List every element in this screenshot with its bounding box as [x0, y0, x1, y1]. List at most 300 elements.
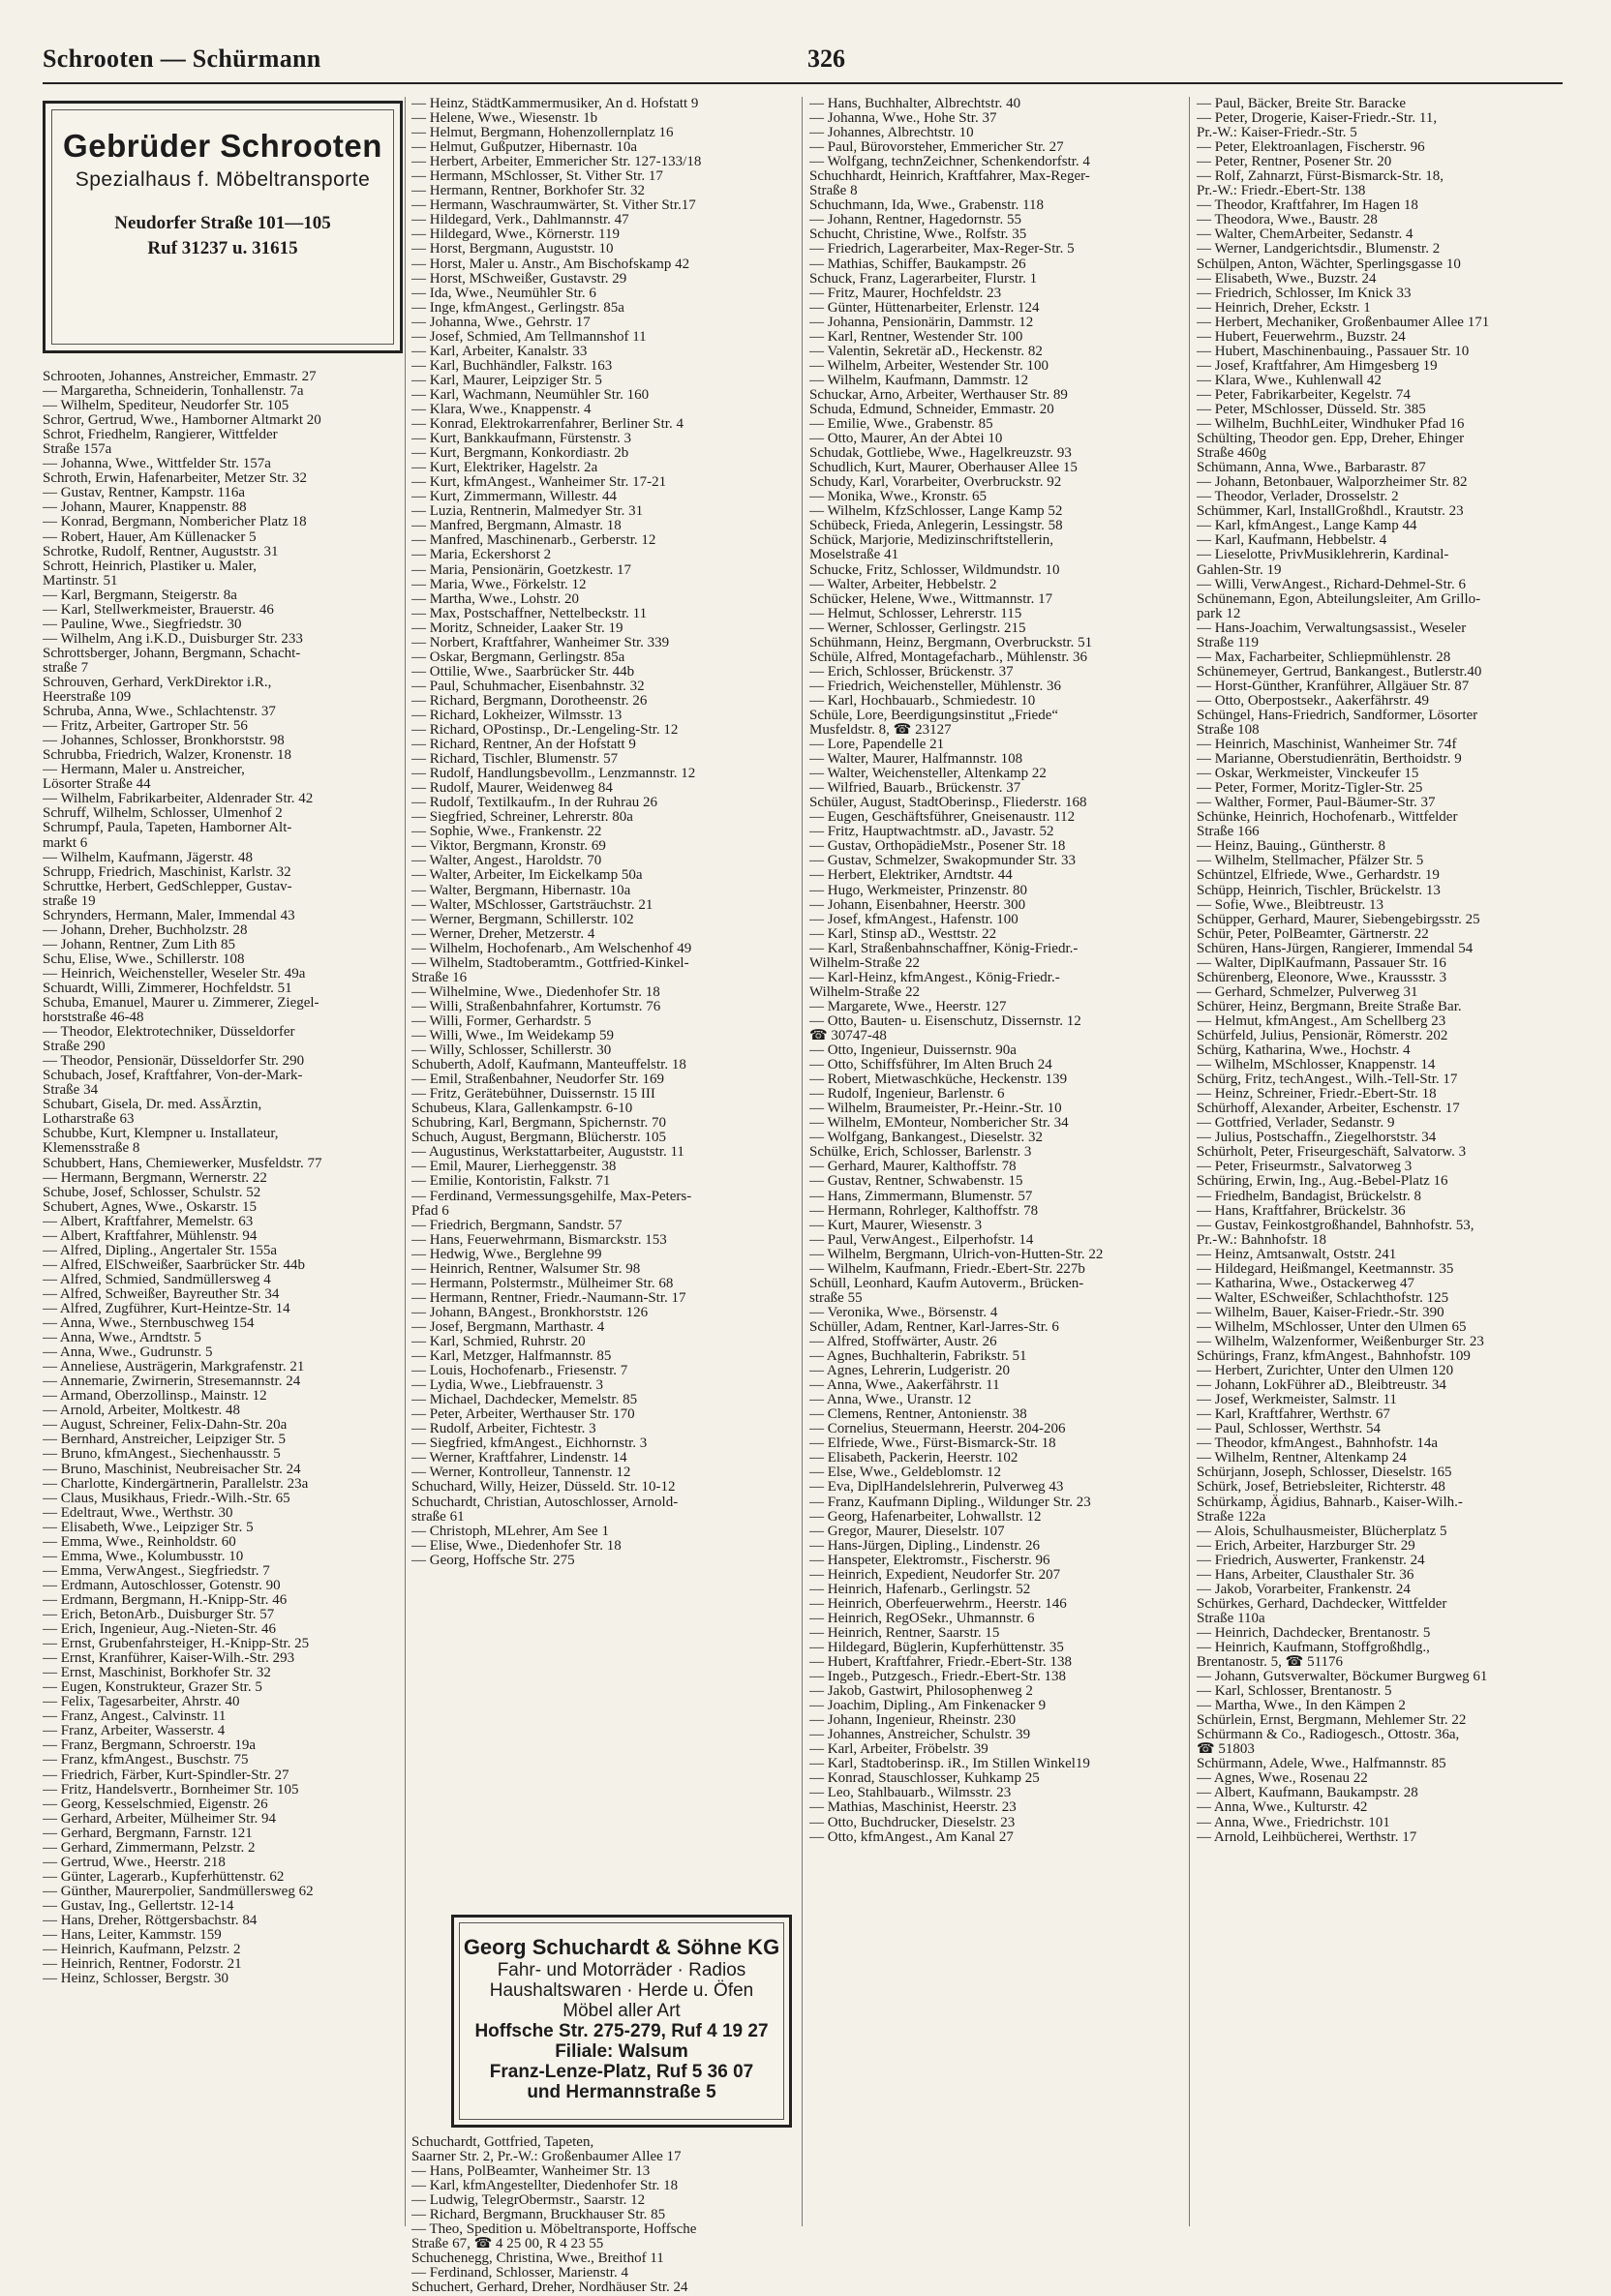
directory-entry: Straße 8 — [809, 183, 858, 199]
ad-company-name: Georg Schuchardt & Söhne KG — [463, 1935, 780, 1959]
directory-entry: — Franz, kfmAngest., Buschstr. 75 — [43, 1752, 249, 1768]
directory-entry: — Gustav, Feinkostgroßhandel, Bahnhofstr. 53, — [1197, 1217, 1474, 1233]
directory-entry: — Otto, Bauten- u. Eisenschutz, Dissernstr. 12 — [809, 1012, 1081, 1029]
directory-entry: — Arnold, Leihbücherei, Werthstr. 17 — [1197, 1828, 1417, 1845]
directory-entry: straße 61 — [411, 1508, 465, 1525]
directory-entry: Saarner Str. 2, Pr.-W.: Großenbaumer Allee 17 — [411, 2149, 682, 2165]
directory-column-4 — [1197, 97, 1557, 1845]
directory-entry: — Wilhelm, Spediteur, Neudorfer Str. 105 — [43, 398, 289, 414]
directory-entry: — Paul, Bäcker, Breite Str. Baracke — [1197, 97, 1406, 111]
directory-entry: — Georg, Kesselschmied, Eigenstr. 26 — [43, 1796, 268, 1812]
directory-entry: — Emilie, Wwe., Grabenstr. 85 — [809, 416, 993, 433]
directory-entry: — Karl, Metzger, Halfmannstr. 85 — [411, 1348, 612, 1365]
directory-entry: — Heinz, StädtKammermusiker, An d. Hofstatt 9 — [411, 97, 699, 111]
directory-entry: Schünemeyer, Gertrud, Bankangest., Butlerstr.40 — [1197, 663, 1482, 680]
directory-entry: — Inge, kfmAngest., Gerlingstr. 85a — [411, 299, 624, 316]
directory-entry: — Walter, Arbeiter, Im Eickelkamp 50a — [411, 867, 643, 884]
directory-entry: — Anna, Wwe., Gudrunstr. 5 — [43, 1344, 213, 1361]
directory-entry: — Hans, Dreher, Röttgersbachstr. 84 — [43, 1912, 258, 1928]
directory-entry: — Karl, Stadtoberinsp. iR., Im Stillen Winkel19 — [809, 1756, 1090, 1772]
directory-entry: — Wilhelm, Arbeiter, Westender Str. 100 — [809, 357, 1049, 374]
directory-entry: — Elisabeth, Packerin, Heerstr. 102 — [809, 1450, 1018, 1466]
column-divider — [405, 97, 406, 2226]
directory-entry: — Wilfried, Bauarb., Brückenstr. 37 — [809, 780, 1021, 797]
directory-entry: — Johannes, Albrechtstr. 10 — [809, 125, 974, 141]
directory-entry: — Annemarie, Zwirnerin, Stresemannstr. 24 — [43, 1374, 301, 1390]
directory-entry: Schuda, Edmund, Schneider, Emmastr. 20 — [809, 401, 1054, 417]
directory-entry: — Hugo, Werkmeister, Prinzenstr. 80 — [809, 882, 1027, 898]
ad-georg-schuchardt — [451, 1915, 792, 2128]
directory-entry: — Fritz, Gerätebühner, Duissernstr. 15 III — [411, 1086, 655, 1103]
directory-entry: — Joachim, Dipling., Am Finkenacker 9 — [809, 1698, 1047, 1714]
directory-entry: — Johannes, Anstreicher, Schulstr. 39 — [809, 1727, 1031, 1743]
directory-entry: Schühmann, Heinz, Bergmann, Overbruckstr. 51 — [809, 634, 1093, 650]
directory-entry: — Alfred, Dipling., Angertaler Str. 155a — [43, 1242, 278, 1258]
directory-entry: — Helene, Wwe., Wiesenstr. 1b — [411, 110, 598, 127]
directory-entry: Schüring, Erwin, Ing., Aug.-Bebel-Platz 16 — [1197, 1173, 1448, 1190]
directory-entry: — Rudolf, Textilkaufm., In der Ruhrau 26 — [411, 795, 658, 811]
directory-entry: — Walter, DiplKaufmann, Passauer Str. 16 — [1197, 954, 1446, 971]
directory-entry: — Wilhelm, BuchhLeiter, Windhuker Pfad 16 — [1197, 416, 1465, 433]
directory-entry: — Erich, Arbeiter, Harzburger Str. 29 — [1197, 1537, 1415, 1554]
directory-entry: — Friedrich, Schlosser, Im Knick 33 — [1197, 285, 1412, 301]
directory-entry: — Klara, Wwe., Knappenstr. 4 — [411, 401, 592, 417]
directory-entry: — Peter, Rentner, Posener Str. 20 — [1197, 154, 1392, 170]
directory-entry: — Clemens, Rentner, Antonienstr. 38 — [809, 1406, 1027, 1423]
directory-entry: — Bernhard, Anstreicher, Leipziger Str. 5 — [43, 1432, 286, 1448]
directory-entry: — Heinz, Schlosser, Bergstr. 30 — [43, 1971, 229, 1987]
directory-entry: — Johann, Rentner, Zum Lith 85 — [43, 936, 235, 952]
directory-entry: Schüle, Alfred, Montagefacharb., Mühlenstr. 36 — [809, 649, 1088, 665]
directory-entry: — Albert, Kaufmann, Baukampstr. 28 — [1197, 1785, 1418, 1801]
directory-entry: — Willi, VerwAngest., Richard-Dehmel-Str. 6 — [1197, 576, 1466, 592]
directory-entry: Straße 34 — [43, 1082, 99, 1099]
directory-entry: — Elise, Wwe., Diedenhofer Str. 18 — [411, 1537, 622, 1554]
directory-column-2-continued — [411, 2135, 772, 2296]
directory-entry: — Anna, Wwe., Sternbuschweg 154 — [43, 1315, 255, 1332]
directory-entry: — Manfred, Bergmann, Almastr. 18 — [411, 518, 622, 534]
directory-entry: Schümmer, Karl, InstallGroßhdl., Krautstr. 23 — [1197, 503, 1464, 520]
directory-entry: — Ottilie, Wwe., Saarbrücker Str. 44b — [411, 663, 635, 680]
directory-entry: — Otto, kfmAngest., Am Kanal 27 — [809, 1828, 1014, 1845]
directory-entry: — Friedrich, Auswerter, Frankenstr. 24 — [1197, 1552, 1425, 1568]
directory-entry: Schümann, Anna, Wwe., Barbarastr. 87 — [1197, 460, 1426, 476]
directory-entry: — Johann, Rentner, Hagedornstr. 55 — [809, 212, 1021, 228]
ad-subtitle: Spezialhaus f. Möbeltransporte — [75, 168, 371, 191]
directory-entry: Schuchmann, Ida, Wwe., Grabenstr. 118 — [809, 197, 1045, 214]
directory-entry: straße 7 — [43, 659, 89, 676]
directory-entry: — Heinrich, Rentner, Fodorstr. 21 — [43, 1956, 242, 1973]
ad-company-name: Gebrüder Schrooten — [63, 128, 382, 164]
directory-entry: — Emil, Straßenbahner, Neudorfer Str. 169 — [411, 1072, 665, 1088]
directory-entry: — Michael, Dachdecker, Memelstr. 85 — [411, 1392, 638, 1408]
directory-entry: — Peter, Arbeiter, Werthauser Str. 170 — [411, 1406, 635, 1423]
directory-entry: Schüpper, Gerhard, Maurer, Siebengebirgsstr. 25 — [1197, 911, 1480, 927]
directory-entry: — August, Schreiner, Felix-Dahn-Str. 20a — [43, 1417, 288, 1434]
directory-entry: — Hans, Arbeiter, Clausthaler Str. 36 — [1197, 1566, 1414, 1583]
directory-entry: — Kurt, Maurer, Wiesenstr. 3 — [809, 1217, 983, 1233]
directory-entry: Pr.-W.: Kaiser-Friedr.-Str. 5 — [1197, 125, 1357, 141]
directory-entry: — Karl, Maurer, Leipziger Str. 5 — [411, 372, 602, 388]
directory-entry: Straße 110a — [1197, 1610, 1265, 1626]
directory-entry: — Sofie, Wwe., Bleibtreustr. 13 — [1197, 896, 1384, 913]
ad-phone: Ruf 31237 u. 31615 — [147, 238, 298, 258]
directory-entry: — Konrad, Bergmann, Nombericher Platz 18 — [43, 514, 307, 530]
directory-entry: — Friedrich, Bergmann, Sandstr. 57 — [411, 1217, 623, 1233]
directory-entry: — Gottfried, Verlader, Sedanstr. 9 — [1197, 1115, 1395, 1132]
directory-entry: — Rolf, Zahnarzt, Fürst-Bismarck-Str. 18, — [1197, 168, 1444, 185]
directory-entry: — Georg, Hafenarbeiter, Lohwallstr. 12 — [809, 1508, 1042, 1525]
directory-entry: — Johann, Ingenieur, Rheinstr. 230 — [809, 1712, 1017, 1729]
directory-entry: — Alfred, Schweißer, Bayreuther Str. 34 — [43, 1285, 280, 1302]
directory-entry: — Erich, Ingenieur, Aug.-Nieten-Str. 46 — [43, 1621, 277, 1638]
running-title: Schrooten — Schürmann — [43, 45, 321, 73]
directory-entry: Wilhelm-Straße 22 — [809, 983, 920, 1000]
directory-entry: — Karl, Stinsp aD., Westtstr. 22 — [809, 925, 997, 942]
directory-entry: — Wilhelm, Kaufmann, Dammstr. 12 — [809, 372, 1029, 388]
directory-entry: — Werner, Schlosser, Gerlingstr. 215 — [809, 619, 1026, 636]
directory-entry: Pfad 6 — [411, 1202, 449, 1219]
directory-entry: — Lydia, Wwe., Liebfrauenstr. 3 — [411, 1377, 604, 1394]
directory-entry: Schürfeld, Julius, Pensionär, Römerstr. 202 — [1197, 1028, 1448, 1043]
directory-entry: — Franz, Kaufmann Dipling., Wildunger Str. 23 — [809, 1494, 1091, 1510]
directory-entry: — Walter, Weichensteller, Altenkamp 22 — [809, 766, 1047, 782]
directory-entry: — Heinrich, Dachdecker, Brentanostr. 5 — [1197, 1624, 1431, 1641]
directory-entry: — Johann, LokFührer aD., Bleibtreustr. 34 — [1197, 1377, 1446, 1394]
directory-entry: — Johanna, Pensionärin, Dammstr. 12 — [809, 314, 1034, 330]
directory-entry: Schüpp, Heinrich, Tischler, Brückelstr. 13 — [1197, 882, 1441, 898]
directory-entry: Schubbe, Kurt, Klempner u. Installateur, — [43, 1126, 279, 1142]
directory-entry: Schürkamp, Ägidius, Bahnarb., Kaiser-Wilh.- — [1197, 1494, 1463, 1510]
directory-entry: Schucke, Fritz, Schlosser, Wildmundstr. 10 — [809, 561, 1060, 578]
directory-entry: — Martha, Wwe., In den Kämpen 2 — [1197, 1698, 1406, 1714]
directory-entry: — Herbert, Arbeiter, Emmericher Str. 127-133/18 — [411, 154, 702, 170]
directory-entry: Lotharstraße 63 — [43, 1111, 135, 1128]
directory-entry: — Gerhard, Maurer, Kalthoffstr. 78 — [809, 1159, 1017, 1175]
directory-entry: — Hildegard, Wwe., Körnerstr. 119 — [411, 227, 620, 243]
directory-entry: — Maria, Pensionärin, Goetzkestr. 17 — [411, 561, 632, 578]
directory-entry: — Wilhelm, Stellmacher, Pfälzer Str. 5 — [1197, 853, 1424, 869]
directory-entry: Schu, Elise, Wwe., Schillerstr. 108 — [43, 951, 245, 967]
directory-entry: — Ludwig, TelegrObermstr., Saarstr. 12 — [411, 2192, 646, 2209]
directory-entry: Schüntzel, Elfriede, Wwe., Gerhardstr. 19 — [1197, 867, 1440, 884]
directory-entry: — Moritz, Schneider, Laaker Str. 19 — [411, 619, 623, 636]
directory-entry: Schücker, Helene, Wwe., Wittmannstr. 17 — [809, 590, 1053, 607]
directory-entry: — Max, Facharbeiter, Schliepmühlenstr. 28 — [1197, 649, 1451, 665]
directory-entry: — Rudolf, Ingenieur, Barlenstr. 6 — [809, 1086, 1005, 1103]
directory-entry: — Monika, Wwe., Kronstr. 65 — [809, 489, 988, 505]
directory-entry: — Heinrich, Kaufmann, Stoffgroßhdlg., — [1197, 1639, 1430, 1655]
directory-entry: — Fritz, Arbeiter, Gartroper Str. 56 — [43, 718, 248, 735]
directory-entry: Schubert, Agnes, Wwe., Oskarstr. 15 — [43, 1198, 257, 1215]
directory-entry: — Bruno, kfmAngest., Siechenhausstr. 5 — [43, 1446, 281, 1463]
directory-entry: Schürmann, Adele, Wwe., Halfmannstr. 85 — [1197, 1756, 1446, 1772]
directory-entry: — Karl, kfmAngest., Lange Kamp 44 — [1197, 518, 1417, 534]
directory-entry: — Albert, Kraftfahrer, Mühlenstr. 94 — [43, 1227, 258, 1244]
directory-entry: — Wilhelm, Fabrikarbeiter, Aldenrader Str. 42 — [43, 791, 314, 807]
directory-entry: — Gerhard, Zimmermann, Pelzstr. 2 — [43, 1839, 256, 1856]
directory-entry: — Karl, Straßenbahnschaffner, König-Friedr.- — [809, 940, 1079, 956]
directory-entry: — Eugen, Geschäftsführer, Gneisenaustr. 112 — [809, 809, 1076, 826]
directory-entry: Moselstraße 41 — [809, 547, 899, 563]
directory-entry: Schuchard, Willy, Heizer, Düsseld. Str. 10-12 — [411, 1479, 676, 1495]
directory-entry: — Valentin, Sekretär aD., Heckenstr. 82 — [809, 343, 1043, 359]
directory-entry: — Richard, Bergmann, Bruckhauser Str. 85 — [411, 2207, 666, 2223]
directory-entry: Straße 119 — [1197, 634, 1260, 650]
directory-entry: Straße 108 — [1197, 722, 1260, 739]
directory-entry: — Claus, Musikhaus, Friedr.-Wilh.-Str. 65 — [43, 1490, 290, 1506]
header-rule — [43, 82, 1563, 84]
directory-entry: Schürg, Fritz, techAngest., Wilh.-Tell-Str. 17 — [1197, 1072, 1458, 1088]
directory-entry: — Otto, Ingenieur, Duissernstr. 90a — [809, 1042, 1017, 1059]
directory-entry: — Martha, Wwe., Lohstr. 20 — [411, 590, 580, 607]
directory-entry: — Karl, Kaufmann, Hebbelstr. 4 — [1197, 532, 1387, 549]
directory-entry: — Elfriede, Wwe., Fürst-Bismarck-Str. 18 — [809, 1435, 1056, 1452]
directory-entry: — Günter, Hüttenarbeiter, Erlenstr. 124 — [809, 299, 1040, 316]
directory-entry: — Konrad, Elektrokarrenfahrer, Berliner Str. 4 — [411, 416, 684, 433]
directory-entry: — Maria, Wwe., Förkelstr. 12 — [411, 576, 587, 592]
directory-entry: — Hermann, Polstermstr., Mülheimer Str. 68 — [411, 1275, 674, 1291]
directory-entry: — Günter, Lagerarb., Kupferhüttenstr. 62 — [43, 1868, 285, 1885]
directory-entry: Schrubba, Friedrich, Walzer, Kronenstr. 18 — [43, 747, 292, 764]
directory-entry: — Johann, Dreher, Buchholzstr. 28 — [43, 921, 248, 938]
directory-entry: — Alfred, Zugführer, Kurt-Heintze-Str. 14 — [43, 1301, 290, 1316]
ad-line: Franz-Lenze-Platz, Ruf 5 36 07 — [489, 2062, 754, 2082]
directory-entry: — Heinz, Bauing., Güntherstr. 8 — [1197, 838, 1385, 855]
directory-entry: Straße 67, ☎ 4 25 00, R 4 23 55 — [411, 2236, 604, 2252]
directory-entry: — Karl, Arbeiter, Kanalstr. 33 — [411, 343, 588, 359]
directory-entry: Schürk, Josef, Betriebsleiter, Richterstr. 48 — [1197, 1479, 1445, 1495]
directory-entry: — Richard, Bergmann, Dorotheenstr. 26 — [411, 692, 648, 709]
directory-entry: — Walter, Maurer, Halfmannstr. 108 — [809, 751, 1023, 768]
directory-entry: — Wilhelm, Kaufmann, Jägerstr. 48 — [43, 849, 253, 865]
directory-entry: — Marianne, Oberstudienrätin, Berthoidstr. 9 — [1197, 751, 1462, 768]
directory-entry: — Johanna, Wwe., Hohe Str. 37 — [809, 110, 997, 127]
directory-entry: — Robert, Mietwaschküche, Heckenstr. 139 — [809, 1072, 1068, 1088]
directory-entry: — Veronika, Wwe., Börsenstr. 4 — [809, 1304, 998, 1320]
directory-entry: — Helmut, Schlosser, Lehrerstr. 115 — [809, 605, 1022, 621]
directory-entry: — Walter, Arbeiter, Hebbelstr. 2 — [809, 576, 997, 592]
directory-entry: Schünemann, Egon, Abteilungsleiter, Am Grillo- — [1197, 590, 1481, 607]
directory-entry: — Kurt, Bankkaufmann, Fürstenstr. 3 — [411, 431, 632, 447]
directory-entry: — Peter, Former, Moritz-Tigler-Str. 25 — [1197, 780, 1423, 797]
directory-entry: — Alfred, ElSchweißer, Saarbrücker Str. 44b — [43, 1256, 305, 1273]
directory-entry: — Alois, Schulhausmeister, Blücherplatz 5 — [1197, 1523, 1447, 1539]
directory-entry: — Felix, Tagesarbeiter, Ahrstr. 40 — [43, 1694, 240, 1710]
directory-entry: — Karl, Rentner, Westender Str. 100 — [809, 328, 1023, 345]
directory-entry: — Anna, Wwe., Arndtstr. 5 — [43, 1330, 201, 1346]
directory-entry: — Paul, Schlosser, Werthstr. 54 — [1197, 1421, 1381, 1437]
directory-entry: — Paul, Bürovorsteher, Emmericher Str. 27 — [809, 139, 1064, 156]
directory-entry: — Franz, Angest., Calvinstr. 11 — [43, 1708, 227, 1725]
directory-entry: — Lieselotte, PrivMusiklehrerin, Kardinal- — [1197, 547, 1449, 563]
directory-entry: — Else, Wwe., Geldeblomstr. 12 — [809, 1465, 1002, 1481]
directory-entry: park 12 — [1197, 605, 1241, 621]
directory-entry: — Margaretha, Schneiderin, Tonhallenstr. 7a — [43, 383, 304, 400]
directory-entry: — Karl, Schmied, Ruhrstr. 20 — [411, 1333, 586, 1349]
directory-entry: straße 19 — [43, 892, 96, 909]
directory-entry: Schülke, Erich, Schlosser, Barlenstr. 3 — [809, 1144, 1032, 1161]
directory-entry: — Christoph, MLehrer, Am See 1 — [411, 1523, 609, 1539]
directory-entry: — Richard, Tischler, Blumenstr. 57 — [411, 751, 619, 768]
directory-entry: Schror, Gertrud, Wwe., Hamborner Altmarkt 20 — [43, 412, 321, 429]
directory-entry: — Otto, Oberpostsekr., Aakerfährstr. 49 — [1197, 692, 1429, 709]
directory-entry: — Heinrich, RegOSekr., Uhmannstr. 6 — [809, 1610, 1035, 1626]
directory-entry: — Hans, Feuerwehrmann, Bismarckstr. 153 — [411, 1231, 667, 1248]
directory-entry: — Rudolf, Maurer, Weidenweg 84 — [411, 780, 613, 797]
directory-entry: Schuch, August, Bergmann, Blücherstr. 105 — [411, 1130, 667, 1146]
directory-entry: Schürjann, Joseph, Schlosser, Dieselstr. 165 — [1197, 1465, 1452, 1481]
directory-entry: — Ernst, Maschinist, Borkhofer Str. 32 — [43, 1665, 271, 1681]
directory-column-1 — [43, 370, 403, 1986]
directory-entry: — Wilhelm, Kaufmann, Friedr.-Ebert-Str. 227b — [809, 1260, 1085, 1277]
directory-entry: — Lore, Papendelle 21 — [809, 737, 945, 753]
directory-entry: Brentanostr. 5, ☎ 51176 — [1197, 1654, 1344, 1671]
directory-entry: Schüren, Hans-Jürgen, Rangierer, Immendal 54 — [1197, 940, 1474, 956]
directory-entry: Lösorter Straße 44 — [43, 776, 151, 793]
directory-entry: — Helmut, Bergmann, Hohenzollernplatz 16 — [411, 125, 674, 141]
directory-entry: — Pauline, Wwe., Siegfriedstr. 30 — [43, 616, 242, 632]
directory-entry: — Hildegard, Verk., Dahlmannstr. 47 — [411, 212, 629, 228]
directory-entry: Wilhelm-Straße 22 — [809, 954, 920, 971]
directory-entry: — Hanspeter, Elektromstr., Fischerstr. 96 — [809, 1552, 1050, 1568]
directory-entry: — Theodor, Verlader, Drosselstr. 2 — [1197, 489, 1399, 505]
directory-entry: — Werner, Bergmann, Schillerstr. 102 — [411, 911, 634, 927]
directory-entry: — Luzia, Rentnerin, Malmedyer Str. 31 — [411, 503, 644, 520]
directory-entry: — Walter, ChemArbeiter, Sedanstr. 4 — [1197, 227, 1413, 243]
directory-entry: — Leo, Stahlbauarb., Wilmsstr. 23 — [809, 1785, 1012, 1801]
directory-entry: — Herbert, Elektriker, Arndtstr. 44 — [809, 867, 1013, 884]
directory-entry: — Cornelius, Steuermann, Heerstr. 204-206 — [809, 1421, 1066, 1437]
directory-entry: — Siegfried, Schreiner, Lehrerstr. 80a — [411, 809, 633, 826]
directory-entry: — Kurt, kfmAngest., Wanheimer Str. 17-21 — [411, 474, 667, 491]
directory-entry: — Karl, Schlosser, Brentanostr. 5 — [1197, 1683, 1392, 1700]
directory-entry: — Hermann, Waschraumwärter, St. Vither Str.17 — [411, 197, 696, 214]
directory-entry: Schruff, Wilhelm, Schlosser, Ulmenhof 2 — [43, 805, 283, 822]
directory-entry: — Theodor, kfmAngest., Bahnhofstr. 14a — [1197, 1435, 1439, 1452]
directory-entry: — Heinrich, Expedient, Neudorfer Str. 207 — [809, 1566, 1061, 1583]
directory-entry: — Werner, Kontrolleur, Tannenstr. 12 — [411, 1465, 631, 1481]
directory-entry: — Peter, MSchlosser, Düsseld. Str. 385 — [1197, 401, 1426, 417]
directory-entry: Schubbert, Hans, Chemiewerker, Musfeldstr. 77 — [43, 1155, 322, 1171]
directory-entry: Schrot, Friedhelm, Rangierer, Wittfelder — [43, 427, 278, 443]
directory-entry: — Jakob, Gastwirt, Philosophenweg 2 — [809, 1683, 1033, 1700]
directory-entry: — Theo, Spedition u. Möbeltransporte, Hoffsche — [411, 2221, 697, 2238]
directory-entry: — Wilhelm, Hochofenarb., Am Welschenhof 49 — [411, 940, 692, 956]
directory-entry: Schürhoff, Alexander, Arbeiter, Eschenstr. 17 — [1197, 1101, 1460, 1117]
directory-entry: — Mathias, Maschinist, Heerstr. 23 — [809, 1799, 1017, 1816]
directory-entry: Heerstraße 109 — [43, 689, 132, 706]
ad-address: Neudorfer Straße 101—105 — [114, 213, 331, 233]
directory-entry: Schuberth, Adolf, Kaufmann, Manteuffelstr. 18 — [411, 1057, 686, 1073]
directory-entry: — Ernst, Grubenfahrsteiger, H.-Knipp-Str. 25 — [43, 1636, 310, 1652]
directory-entry: — Wilhelm, Walzenformer, Weißenburger Str. 23 — [1197, 1333, 1484, 1349]
directory-entry: — Oskar, Bergmann, Gerlingstr. 85a — [411, 649, 625, 665]
directory-entry: — Robert, Hauer, Am Küllenacker 5 — [43, 529, 257, 545]
directory-entry: — Wolfgang, technZeichner, Schenkendorfstr. 4 — [809, 154, 1090, 170]
directory-entry: — Wilhelm, Bauer, Kaiser-Friedr.-Str. 390 — [1197, 1304, 1444, 1320]
directory-entry: — Fritz, Hauptwachtmstr. aD., Javastr. 52 — [809, 824, 1054, 840]
directory-entry: Schüngel, Hans-Friedrich, Sandformer, Lösorter — [1197, 707, 1478, 723]
column-divider — [1189, 97, 1190, 2226]
directory-entry: — Wilhelm, Ang i.K.D., Duisburger Str. 233 — [43, 630, 303, 647]
directory-entry: markt 6 — [43, 834, 88, 851]
ad-line: Möbel aller Art — [562, 2001, 681, 2021]
directory-entry: Schürholt, Peter, Friseurgeschäft, Salvatorw. 3 — [1197, 1144, 1467, 1161]
directory-entry: — Edeltraut, Wwe., Werthstr. 30 — [43, 1504, 233, 1521]
directory-entry: — Otto, Schiffsführer, Im Alten Bruch 24 — [809, 1057, 1052, 1073]
directory-entry: — Agnes, Buchhalterin, Fabrikstr. 51 — [809, 1348, 1027, 1365]
directory-entry: — Hans-Jürgen, Dipling., Lindenstr. 26 — [809, 1537, 1041, 1554]
directory-entry: Schudlich, Kurt, Maurer, Oberhauser Allee 15 — [809, 460, 1078, 476]
directory-entry: — Friedhelm, Bandagist, Brückelstr. 8 — [1197, 1188, 1422, 1204]
directory-entry: Schürer, Heinz, Bergmann, Breite Straße Bar. — [1197, 998, 1462, 1014]
directory-entry: — Siegfried, kfmAngest., Eichhornstr. 3 — [411, 1435, 648, 1452]
directory-entry: — Rudolf, Arbeiter, Fichtestr. 3 — [411, 1421, 596, 1437]
directory-entry: horststraße 46-48 — [43, 1010, 144, 1026]
directory-entry: Martinstr. 51 — [43, 572, 118, 589]
directory-entry: Schünke, Heinrich, Hochofenarb., Wittfelder — [1197, 809, 1458, 826]
directory-entry: Straße 290 — [43, 1039, 106, 1055]
directory-entry: — Johann, BAngest., Bronkhorststr. 126 — [411, 1304, 649, 1320]
directory-entry: — Alfred, Stoffwärter, Austr. 26 — [809, 1333, 997, 1349]
directory-entry: — Heinrich, Dreher, Eckstr. 1 — [1197, 299, 1371, 316]
ad-gebrueder-schrooten — [43, 101, 403, 353]
directory-entry: — Kurt, Elektriker, Hagelstr. 2a — [411, 460, 598, 476]
column-divider — [802, 97, 803, 2226]
directory-entry: — Hubert, Kraftfahrer, Friedr.-Ebert-Str. 138 — [809, 1654, 1072, 1671]
directory-entry: — Eugen, Konstrukteur, Grazer Str. 5 — [43, 1679, 262, 1696]
directory-entry: Schübeck, Frieda, Anlegerin, Lessingstr. 58 — [809, 518, 1063, 534]
directory-entry: — Gustav, Rentner, Schwabenstr. 15 — [809, 1173, 1023, 1190]
directory-entry: Schülting, Theodor gen. Epp, Dreher, Ehinger — [1197, 431, 1465, 447]
directory-entry: — Maria, Eckershorst 2 — [411, 547, 552, 563]
directory-entry: Schucht, Christine, Wwe., Rolfstr. 35 — [809, 227, 1027, 243]
directory-entry: ☎ 51803 — [1197, 1741, 1255, 1758]
directory-entry: — Kurt, Bergmann, Konkordiastr. 2b — [411, 445, 629, 462]
directory-entry: — Jakob, Vorarbeiter, Frankenstr. 24 — [1197, 1581, 1411, 1597]
directory-entry: — Karl, Stellwerkmeister, Brauerstr. 46 — [43, 601, 274, 618]
directory-entry: — Hermann, Rentner, Borkhofer Str. 32 — [411, 183, 646, 199]
directory-entry: — Arnold, Arbeiter, Moltkestr. 48 — [43, 1403, 240, 1419]
directory-entry: — Friedrich, Färber, Kurt-Spindler-Str. 27 — [43, 1767, 289, 1783]
directory-entry: — Georg, Hoffsche Str. 275 — [411, 1552, 575, 1568]
directory-entry: — Augustinus, Werkstattarbeiter, Auguststr. 11 — [411, 1144, 684, 1161]
directory-entry: — Alfred, Schmied, Sandmüllersweg 4 — [43, 1271, 271, 1287]
directory-entry: — Heinrich, Weichensteller, Weseler Str. 49a — [43, 965, 306, 982]
directory-entry: Schuchenegg, Christina, Wwe., Breithof 11 — [411, 2251, 664, 2267]
directory-entry: — Wilhelm, Bergmann, Ulrich-von-Hutten-Str. 22 — [809, 1246, 1104, 1262]
directory-entry: — Horst, Maler u. Anstr., Am Bischofskamp 42 — [411, 256, 690, 272]
directory-entry: — Agnes, Lehrerin, Ludgeristr. 20 — [809, 1363, 1011, 1379]
directory-entry: — Hermann, Rohrleger, Kalthoffstr. 78 — [809, 1202, 1039, 1219]
directory-entry: Schubart, Gisela, Dr. med. AssÄrztin, — [43, 1097, 262, 1113]
directory-entry: Musfeldstr. 8, ☎ 23127 — [809, 722, 952, 739]
directory-entry: Schruba, Anna, Wwe., Schlachtenstr. 37 — [43, 704, 276, 720]
directory-entry: — Walter, Angest., Haroldstr. 70 — [411, 853, 602, 869]
directory-entry: Schürkes, Gerhard, Dachdecker, Wittfelder — [1197, 1595, 1447, 1612]
directory-entry: — Gerhard, Schmelzer, Pulverweg 31 — [1197, 983, 1418, 1000]
directory-entry: — Emma, Wwe., Reinholdstr. 60 — [43, 1533, 236, 1550]
directory-entry: — Willi, Straßenbahnfahrer, Kortumstr. 76 — [411, 998, 661, 1014]
directory-entry: Schrooten, Johannes, Anstreicher, Emmastr. 27 — [43, 370, 317, 384]
directory-entry: — Franz, Arbeiter, Wasserstr. 4 — [43, 1723, 226, 1739]
directory-entry: Gahlen-Str. 19 — [1197, 561, 1282, 578]
directory-entry: — Anna, Wwe., Kulturstr. 42 — [1197, 1799, 1368, 1816]
directory-entry: Schüle, Lore, Beerdigungsinstitut „Friede“ — [809, 707, 1059, 723]
directory-entry: — Hermann, Rentner, Friedr.-Naumann-Str. 17 — [411, 1289, 686, 1306]
directory-entry: — Heinz, Schreiner, Friedr.-Ebert-Str. 18 — [1197, 1086, 1437, 1103]
